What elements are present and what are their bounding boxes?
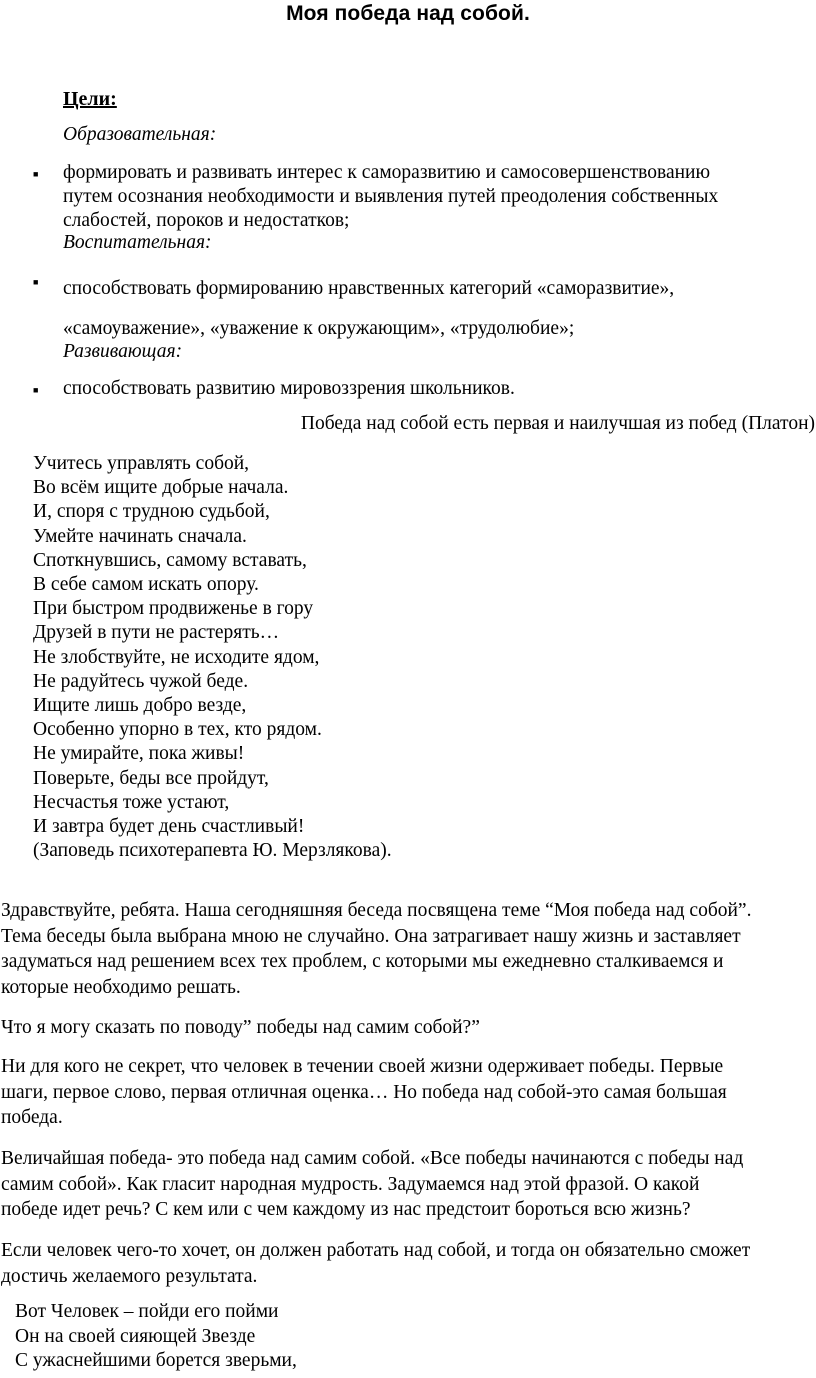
paragraph-line: Величайшая победа- это победа над самим собой. «Все победы начинаются с победы над xyxy=(1,1148,744,1169)
developing-goal-line: способствовать развитию мировоззрения школьников. xyxy=(63,378,515,399)
poem-line: При быстром продвиженье в гору xyxy=(33,598,314,620)
document-title: Моя победа над собой. xyxy=(286,2,530,25)
poem-line: Споткнувшись, самому вставать, xyxy=(33,549,307,571)
paragraph-line: самим собой». Как гласит народная мудрость. Задумаемся над этой фразой. О какой xyxy=(1,1173,700,1195)
poem-attribution: (Заповедь психотерапевта Ю. Мерзлякова). xyxy=(33,840,392,862)
upbringing-goal-line: «самоуважение», «уважение к окружающим», «трудолюбие»; xyxy=(63,318,575,339)
epigraph-quote: Победа над собой есть первая и наилучшая из побед (Платон) xyxy=(300,413,815,434)
poem-line: Несчастья тоже устают, xyxy=(33,791,230,813)
educational-goal-line: путем осознания необходимости и выявления путей преодоления собственных xyxy=(63,186,719,207)
poem-line: Во всём ищите добрые начала. xyxy=(33,477,289,499)
educational-goal-line: слабостей, пороков и недостатков; xyxy=(63,210,350,231)
upbringing-goal-line: способствовать формированию нравственных категорий «саморазвитие», xyxy=(63,278,675,299)
poem-line: И завтра будет день счастливый! xyxy=(33,816,305,838)
poem-line: Умейте начинать сначала. xyxy=(33,525,247,547)
paragraph-intro xyxy=(1,898,816,1000)
educational-label: Образовательная: xyxy=(63,124,217,145)
paragraph-line: задуматься над решением всех тех проблем, с которыми мы ежедневно сталкиваемся и xyxy=(1,951,724,972)
educational-goal xyxy=(63,161,718,233)
developing-label: Развивающая: xyxy=(63,341,183,362)
poem xyxy=(33,452,392,863)
paragraph-line: Если человек чего-то хочет, он должен работать над собой, и тогда он обязательно сможет xyxy=(1,1240,751,1261)
poem-line: С ужаснейшими борется зверьми, xyxy=(15,1350,297,1371)
paragraph-line: Здравствуйте, ребята. Наша сегодняшняя беседа посвящена теме “Моя победа над собой”. xyxy=(1,900,752,921)
poem-line: Друзей в пути не растерять… xyxy=(33,622,280,644)
goals-heading: Цели: xyxy=(63,88,117,110)
poem-line: Вот Человек – пойди его пойми xyxy=(15,1301,279,1322)
closing-poem xyxy=(15,1300,297,1374)
poem-line: Учитесь управлять собой, xyxy=(33,453,250,474)
paragraph-greatest-victory xyxy=(1,1146,816,1223)
paragraph-line: Что я могу сказать по поводу” победы над самим собой?” xyxy=(1,1017,480,1038)
paragraph-line: Ни для кого не секрет, что человек в течении своей жизни одерживает победы. Первые xyxy=(1,1056,724,1077)
poem-line: Не умирайте, пока живы! xyxy=(33,743,245,765)
paragraph-line: которые необходимо решать. xyxy=(1,976,241,998)
bullet-square-icon: ■ xyxy=(33,277,39,287)
upbringing-goal xyxy=(63,269,674,349)
poem-line: В себе самом искать опору. xyxy=(33,574,259,596)
poem-line: Особенно упорно в тех, кто рядом. xyxy=(33,719,322,741)
bullet-square-icon: ■ xyxy=(33,385,39,395)
poem-line: Не радуйтесь чужой беде. xyxy=(33,670,249,692)
poem-line: Не злобствуйте, не исходите ядом, xyxy=(33,646,320,668)
poem-line: Он на своей сияющей Звезде xyxy=(15,1325,256,1347)
paragraph-line: шаги, первое слово, первая отличная оценка… Но победа над собой-это самая большая xyxy=(1,1081,727,1103)
poem-line: Ищите лишь добро везде, xyxy=(33,695,247,717)
paragraph-line: достичь желаемого результата. xyxy=(1,1265,258,1287)
poem-line: И, споря с трудною судьбой, xyxy=(33,501,270,523)
educational-goal-line: формировать и развивать интерес к саморазвитию и самосовершенствованию xyxy=(63,162,711,183)
bullet-square-icon: ■ xyxy=(33,169,39,179)
paragraph-victories xyxy=(1,1054,816,1131)
poem-line: Поверьте, беды все пройдут, xyxy=(33,767,269,789)
paragraph-line: Тема беседы была выбрана мною не случайно. Она затрагивает нашу жизнь и заставляет xyxy=(1,925,741,947)
developing-goal xyxy=(63,377,515,401)
paragraph-line: победе идет речь? С кем или с чем каждому из нас предстоит бороться всю жизнь? xyxy=(1,1199,691,1220)
paragraph-work-on-self xyxy=(1,1238,816,1289)
upbringing-label: Воспитательная: xyxy=(63,232,212,253)
paragraph-question xyxy=(1,1015,816,1041)
paragraph-line: победа. xyxy=(1,1107,63,1128)
